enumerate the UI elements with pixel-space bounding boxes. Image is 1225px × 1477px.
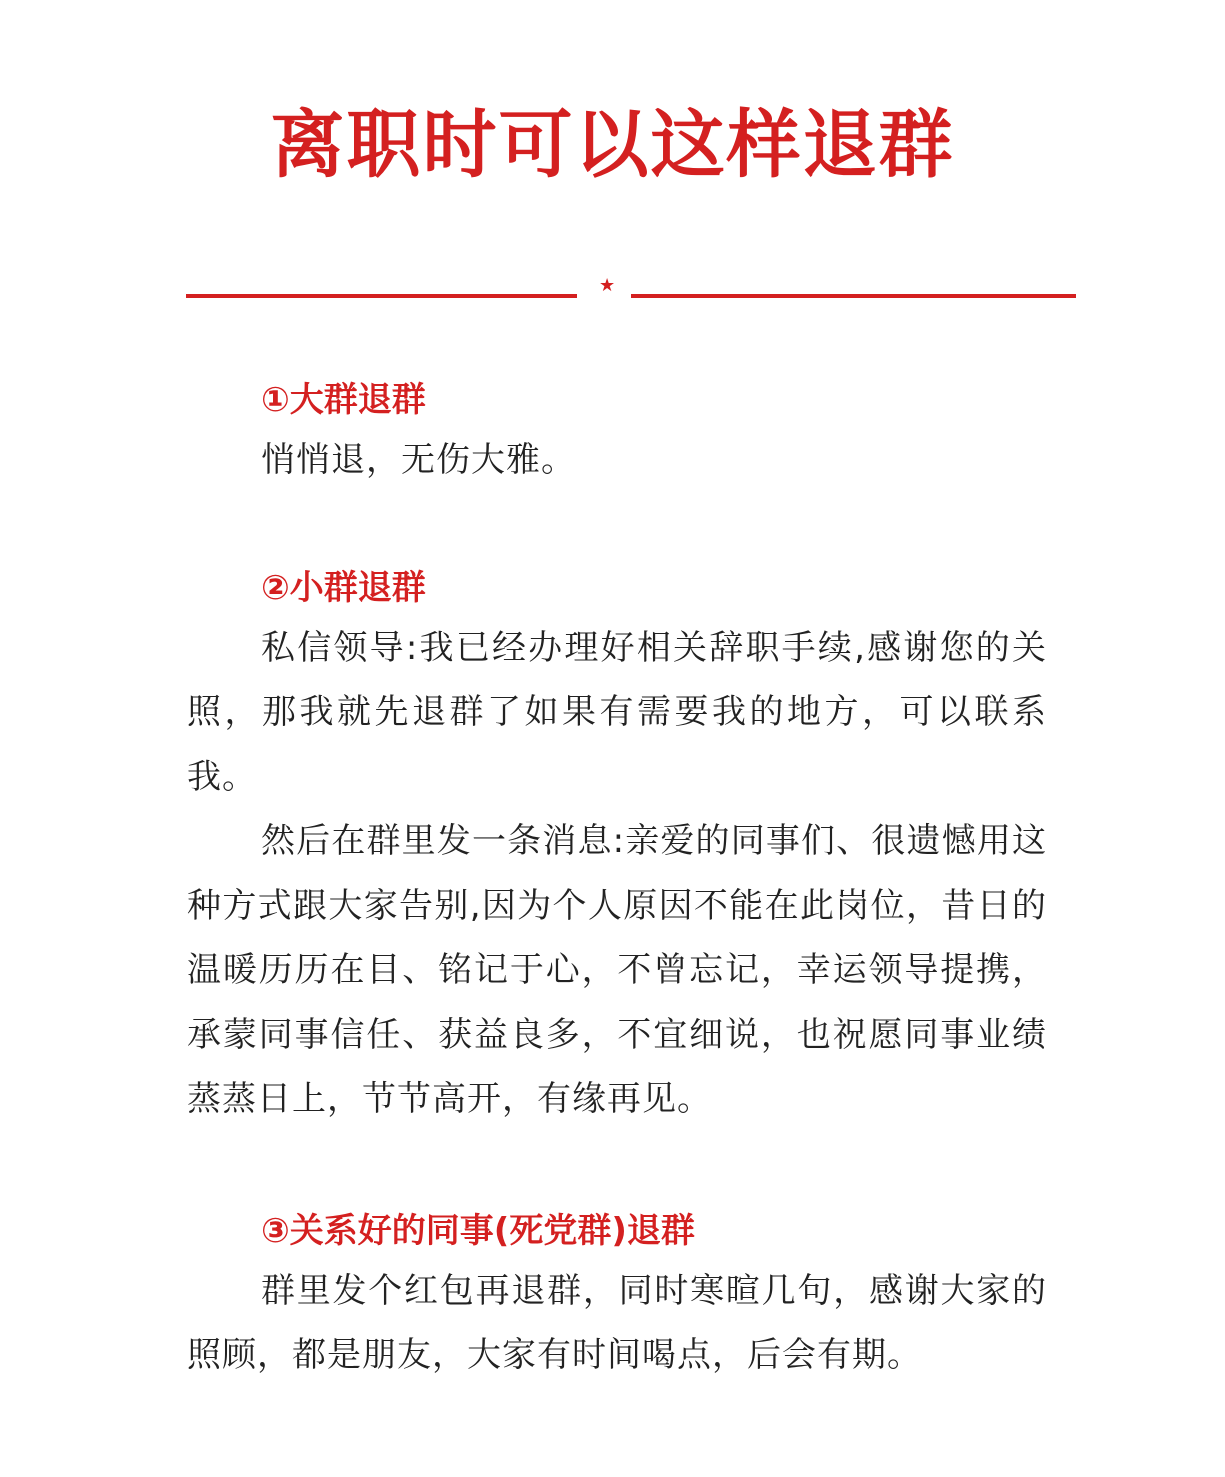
section-heading-large-group: ①大群退群 <box>261 380 426 420</box>
divider-line-right <box>631 294 1076 298</box>
section-heading-close-friends-group: ③关系好的同事(死党群)退群 <box>261 1210 695 1251</box>
section-heading-small-group: ②小群退群 <box>261 567 426 608</box>
section-paragraph: 悄悄退，无伤大雅。 <box>261 440 576 480</box>
article-body <box>187 372 1047 1388</box>
page-title: 离职时可以这样退群 <box>270 102 955 188</box>
title-divider <box>186 276 1076 300</box>
section-paragraph: 然后在群里发一条消息:亲爱的同事们、很遗憾用这种方式跟大家告别,因为个人原因不能在此岗位，昔日的温暖历历在目、铭记于心，不曾忘记，幸运领导提携，承蒙同事信任、获益良多，不宜细说，也祝愿同事业绩蒸蒸日上，节节高开，有缘再见。 <box>187 821 1047 1119</box>
section-paragraph: 私信领导:我已经办理好相关辞职手续,感谢您的关照，那我就先退群了如果有需要我的地方，可以联系我。 <box>187 627 1047 797</box>
star-icon: ★ <box>599 275 616 296</box>
divider-line-left <box>186 294 577 298</box>
section-paragraph: 群里发个红包再退群，同时寒暄几句，感谢大家的照顾，都是朋友，大家有时间喝点，后会有期。 <box>187 1270 1047 1375</box>
